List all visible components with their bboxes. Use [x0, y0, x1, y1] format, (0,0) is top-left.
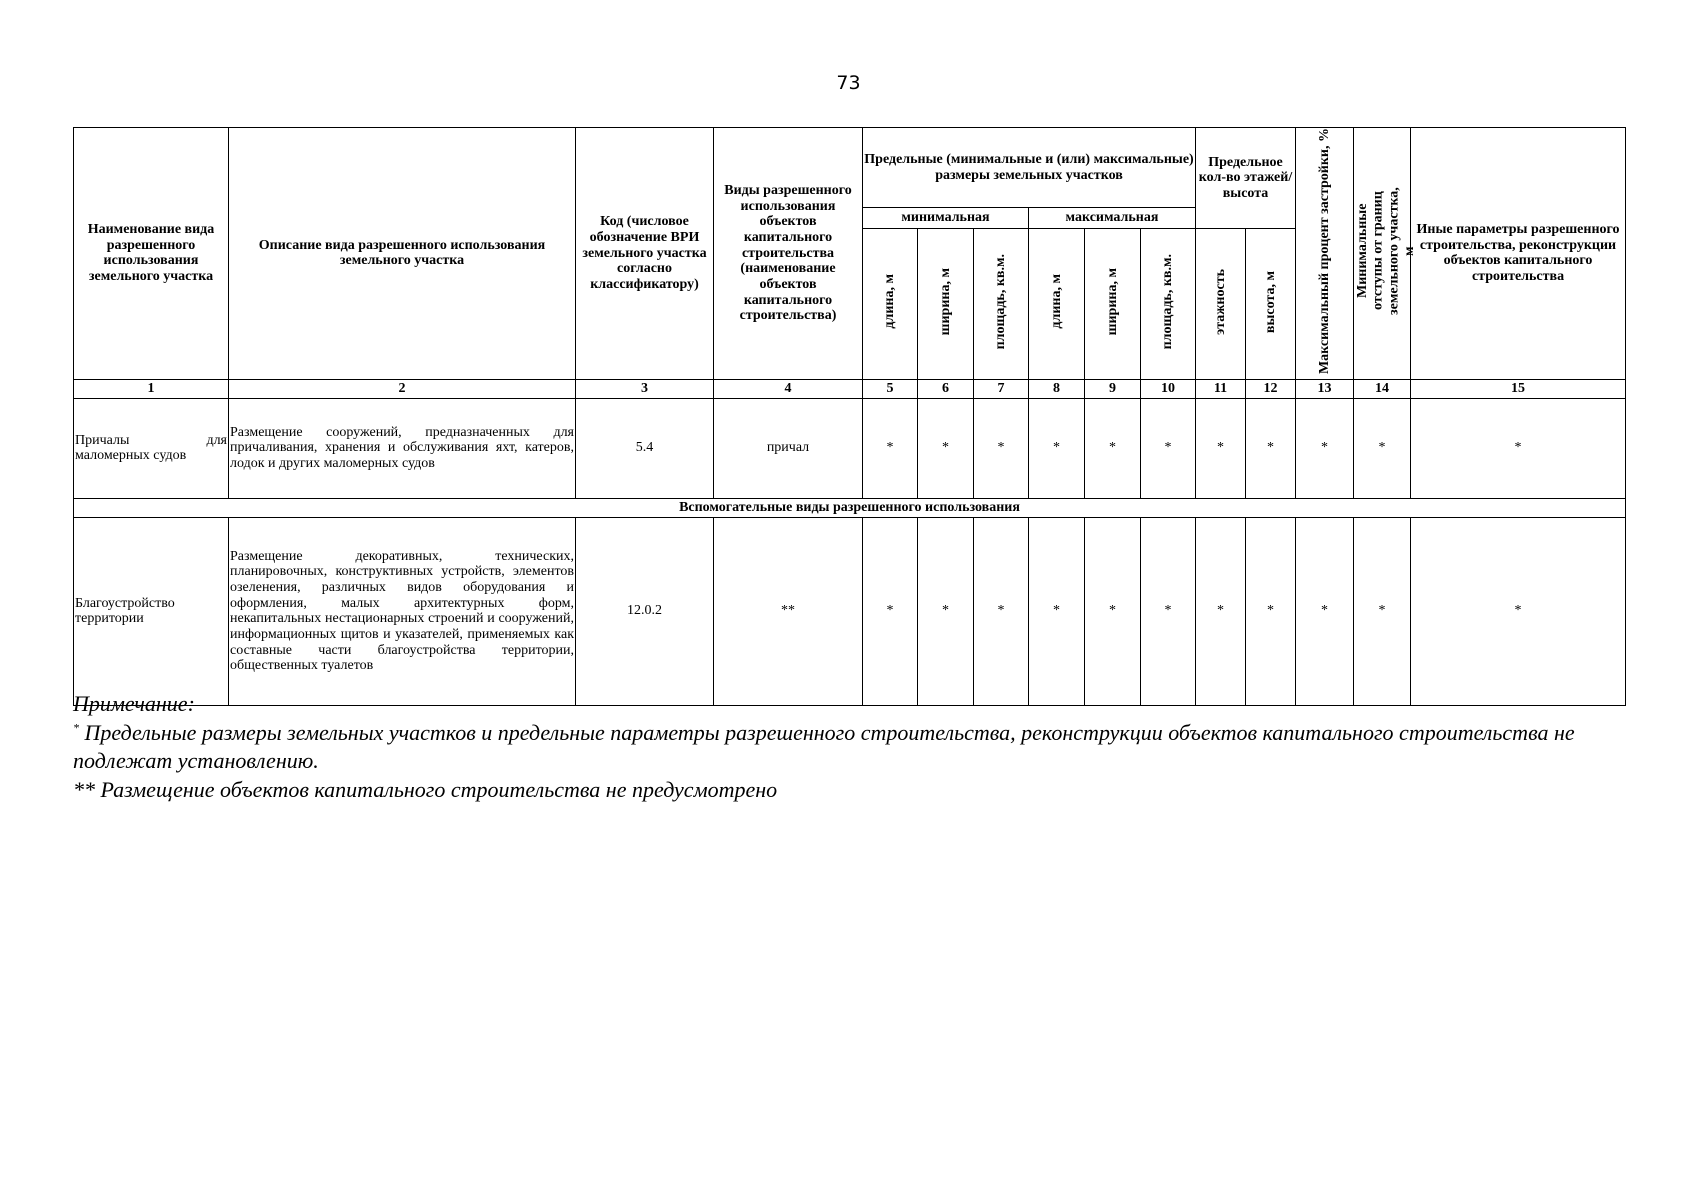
- zoning-regulations-table: [73, 127, 1626, 706]
- row-param: *: [974, 517, 1029, 705]
- section-auxiliary-title: Вспомогательные виды разрешенного использования: [74, 498, 1626, 517]
- note-1-text: Предельные размеры земельных участков и предельные параметры разрешенного строительства, реконструкции объектов капитального строительства не подлежат установлению.: [73, 719, 1575, 774]
- row-param: *: [1246, 398, 1296, 498]
- row-capital-objects: причал: [714, 398, 863, 498]
- table-row: [74, 517, 1626, 705]
- row-param: *: [1141, 517, 1196, 705]
- header-col5: длина, м: [863, 229, 918, 380]
- row-param: *: [1411, 517, 1626, 705]
- header-col13: Максимальный процент застройки, %: [1296, 128, 1354, 380]
- row-param: *: [1354, 398, 1411, 498]
- column-number: 5: [863, 379, 918, 398]
- note-2: ** Размещение объектов капитального строительства не предусмотрено: [73, 776, 778, 802]
- row-description: Размещение декоративных, технических, планировочных, конструктивных устройств, элементов озеленения, различных видов оборудования и оформления, малых архитектурных форм, некапитальных нестационарных строений и сооружений, информационных щитов и указателей, применяемых как составные части благоустройства территории, общественных туалетов: [229, 517, 576, 705]
- row-param: *: [1029, 517, 1085, 705]
- row-param: *: [1296, 398, 1354, 498]
- row-param: *: [1196, 517, 1246, 705]
- notes-title: Примечание:: [73, 691, 195, 716]
- header-col15: Иные параметры разрешенного строительства, реконструкции объектов капитального строительства: [1411, 128, 1626, 380]
- row-param: *: [918, 398, 974, 498]
- row-param: *: [863, 517, 918, 705]
- column-number: 6: [918, 379, 974, 398]
- row-param: *: [918, 517, 974, 705]
- row-param: *: [1196, 398, 1246, 498]
- column-number: 1: [74, 379, 229, 398]
- row-description: Размещение сооружений, предназначенных для причаливания, хранения и обслуживания яхт, катеров, лодок и других маломерных судов: [229, 398, 576, 498]
- column-number: 11: [1196, 379, 1246, 398]
- note-1-mark: *: [73, 720, 79, 735]
- header-col6: ширина, м: [918, 229, 974, 380]
- column-number: 4: [714, 379, 863, 398]
- header-group-sizes: Предельные (минимальные и (или) максимальные) размеры земельных участков: [863, 128, 1196, 208]
- row-name: Причалы для маломерных судов: [74, 398, 229, 498]
- row-param: *: [863, 398, 918, 498]
- header-col9: ширина, м: [1085, 229, 1141, 380]
- header-group-min: минимальная: [863, 208, 1029, 229]
- header-col14: Минимальные отступы от границ земельного участка, м: [1354, 128, 1411, 380]
- header-col3: Код (числовое обозначение ВРИ земельного участка согласно классификатору): [576, 128, 714, 380]
- header-col10: площадь, кв.м.: [1141, 229, 1196, 380]
- header-col7: площадь, кв.м.: [974, 229, 1029, 380]
- column-number: 14: [1354, 379, 1411, 398]
- column-number: 15: [1411, 379, 1626, 398]
- row-param: *: [1411, 398, 1626, 498]
- column-number: 13: [1296, 379, 1354, 398]
- table-row: [74, 398, 1626, 498]
- header-col2: Описание вида разрешенного использования земельного участка: [229, 128, 576, 380]
- row-param: *: [974, 398, 1029, 498]
- row-param: *: [1085, 517, 1141, 705]
- header-group-max: максимальная: [1029, 208, 1196, 229]
- row-param: *: [1141, 398, 1196, 498]
- row-name: Благоустройство территории: [74, 517, 229, 705]
- row-param: *: [1296, 517, 1354, 705]
- column-number: 9: [1085, 379, 1141, 398]
- header-col4: Виды разрешенного использования объектов капитального строительства (наименование объектов капитального строительства): [714, 128, 863, 380]
- page-number: 73: [836, 72, 861, 94]
- row-param: *: [1085, 398, 1141, 498]
- header-col12: высота, м: [1246, 229, 1296, 380]
- row-capital-objects: **: [714, 517, 863, 705]
- header-col1: Наименование вида разрешенного использования земельного участка: [74, 128, 229, 380]
- row-param: *: [1246, 517, 1296, 705]
- column-number: 10: [1141, 379, 1196, 398]
- column-numbers-row: [74, 379, 1626, 398]
- row-param: *: [1354, 517, 1411, 705]
- header-col8: длина, м: [1029, 229, 1085, 380]
- header-col11: этажность: [1196, 229, 1246, 380]
- column-number: 2: [229, 379, 576, 398]
- notes-block: [73, 690, 1625, 804]
- row-code: 12.0.2: [576, 517, 714, 705]
- column-number: 12: [1246, 379, 1296, 398]
- section-row: [74, 498, 1626, 517]
- note-1: [73, 719, 1625, 776]
- header-group-floors: Предельное кол-во этажей/ высота: [1196, 128, 1296, 229]
- row-code: 5.4: [576, 398, 714, 498]
- column-number: 8: [1029, 379, 1085, 398]
- column-number: 7: [974, 379, 1029, 398]
- column-number: 3: [576, 379, 714, 398]
- row-param: *: [1029, 398, 1085, 498]
